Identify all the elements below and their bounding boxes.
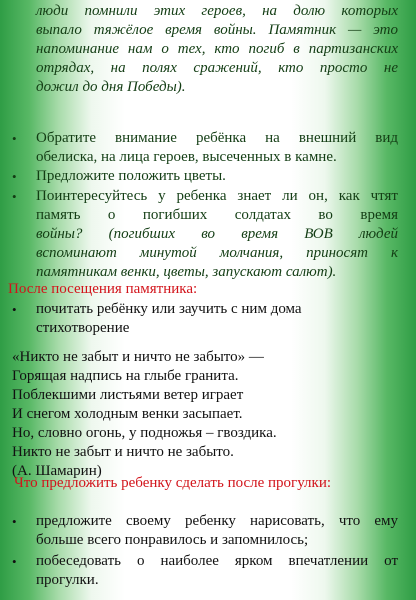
poem-line: «Никто не забыт и ничто не забыто» — <box>12 349 264 365</box>
list-item-line: предложите своему ребенку нарисовать, что ему <box>36 513 398 529</box>
poem <box>12 348 408 481</box>
list-item-line: стихотворение <box>36 320 130 336</box>
list-item-line: войны? (погибших во время ВОВ людей <box>36 226 398 242</box>
poem-line: Но, словно огонь, у подножья – гвоздика. <box>12 425 277 441</box>
list-item-line: Поинтересуйтесь у ребенка знает ли он, как чтят <box>36 188 398 204</box>
intro-line: люди помнили этих героев, на долю которых <box>36 3 398 19</box>
bullet-icon: • <box>12 302 17 317</box>
list-item <box>36 552 398 590</box>
list-item <box>36 129 398 167</box>
poem-line: Никто не забыт и ничто не забыто. <box>12 444 234 460</box>
bullet-icon: • <box>12 169 17 184</box>
list-item-line: памятникам венки, цветы, запускают салют). <box>36 264 337 280</box>
intro-line: выпало тяжёлое время войны. Памятник — это <box>36 22 398 38</box>
walk-heading <box>14 474 410 493</box>
after-visit-heading <box>8 280 408 299</box>
intro-line: отрядах, на полях сражений, кто просто не <box>36 60 398 76</box>
list-item <box>36 512 398 550</box>
poem-line: Горящая надпись на глыбе гранита. <box>12 368 239 384</box>
list-item-line: обелиска, на лица героев, высеченных в камне. <box>36 149 337 165</box>
bullet-icon: • <box>12 514 17 529</box>
after-visit-heading-text: После посещения памятника: <box>8 281 198 297</box>
intro-line: напоминание нам о тех, кто погиб в партизанских <box>36 41 398 57</box>
poem-line: И снегом холодным венки засыпает. <box>12 406 243 422</box>
list-item-line: Предложите положить цветы. <box>36 168 226 184</box>
poem-author: (А. Шамарин) <box>12 463 102 479</box>
poem-line: Поблекшими листьями ветер играет <box>12 387 244 403</box>
list-item <box>36 187 398 282</box>
list-item-line: побеседовать о наиболее ярком впечатлении от <box>36 553 398 569</box>
list-item-line: Обратите внимание ребёнка на внешний вид <box>36 130 398 146</box>
list-item-line: прогулки. <box>36 572 99 588</box>
intro-line: дожил до дня Победы). <box>36 79 186 95</box>
list-item-line: вспоминают минутой молчания, приносят к <box>36 245 398 261</box>
bullet-icon: • <box>12 554 17 569</box>
list-item <box>36 300 398 338</box>
list-item-line: больше всего понравилось и запомнилось; <box>36 532 309 548</box>
intro-paragraph <box>36 2 398 97</box>
bullet-icon: • <box>12 131 17 146</box>
list-item-line: почитать ребёнку или заучить с ним дома <box>36 301 302 317</box>
list-item-line: память о погибших солдатах во время <box>36 207 398 223</box>
walk-heading-text: Что предложить ребенку сделать после прогулки: <box>14 475 332 491</box>
list-item <box>36 167 398 186</box>
bullet-icon: • <box>12 189 17 204</box>
